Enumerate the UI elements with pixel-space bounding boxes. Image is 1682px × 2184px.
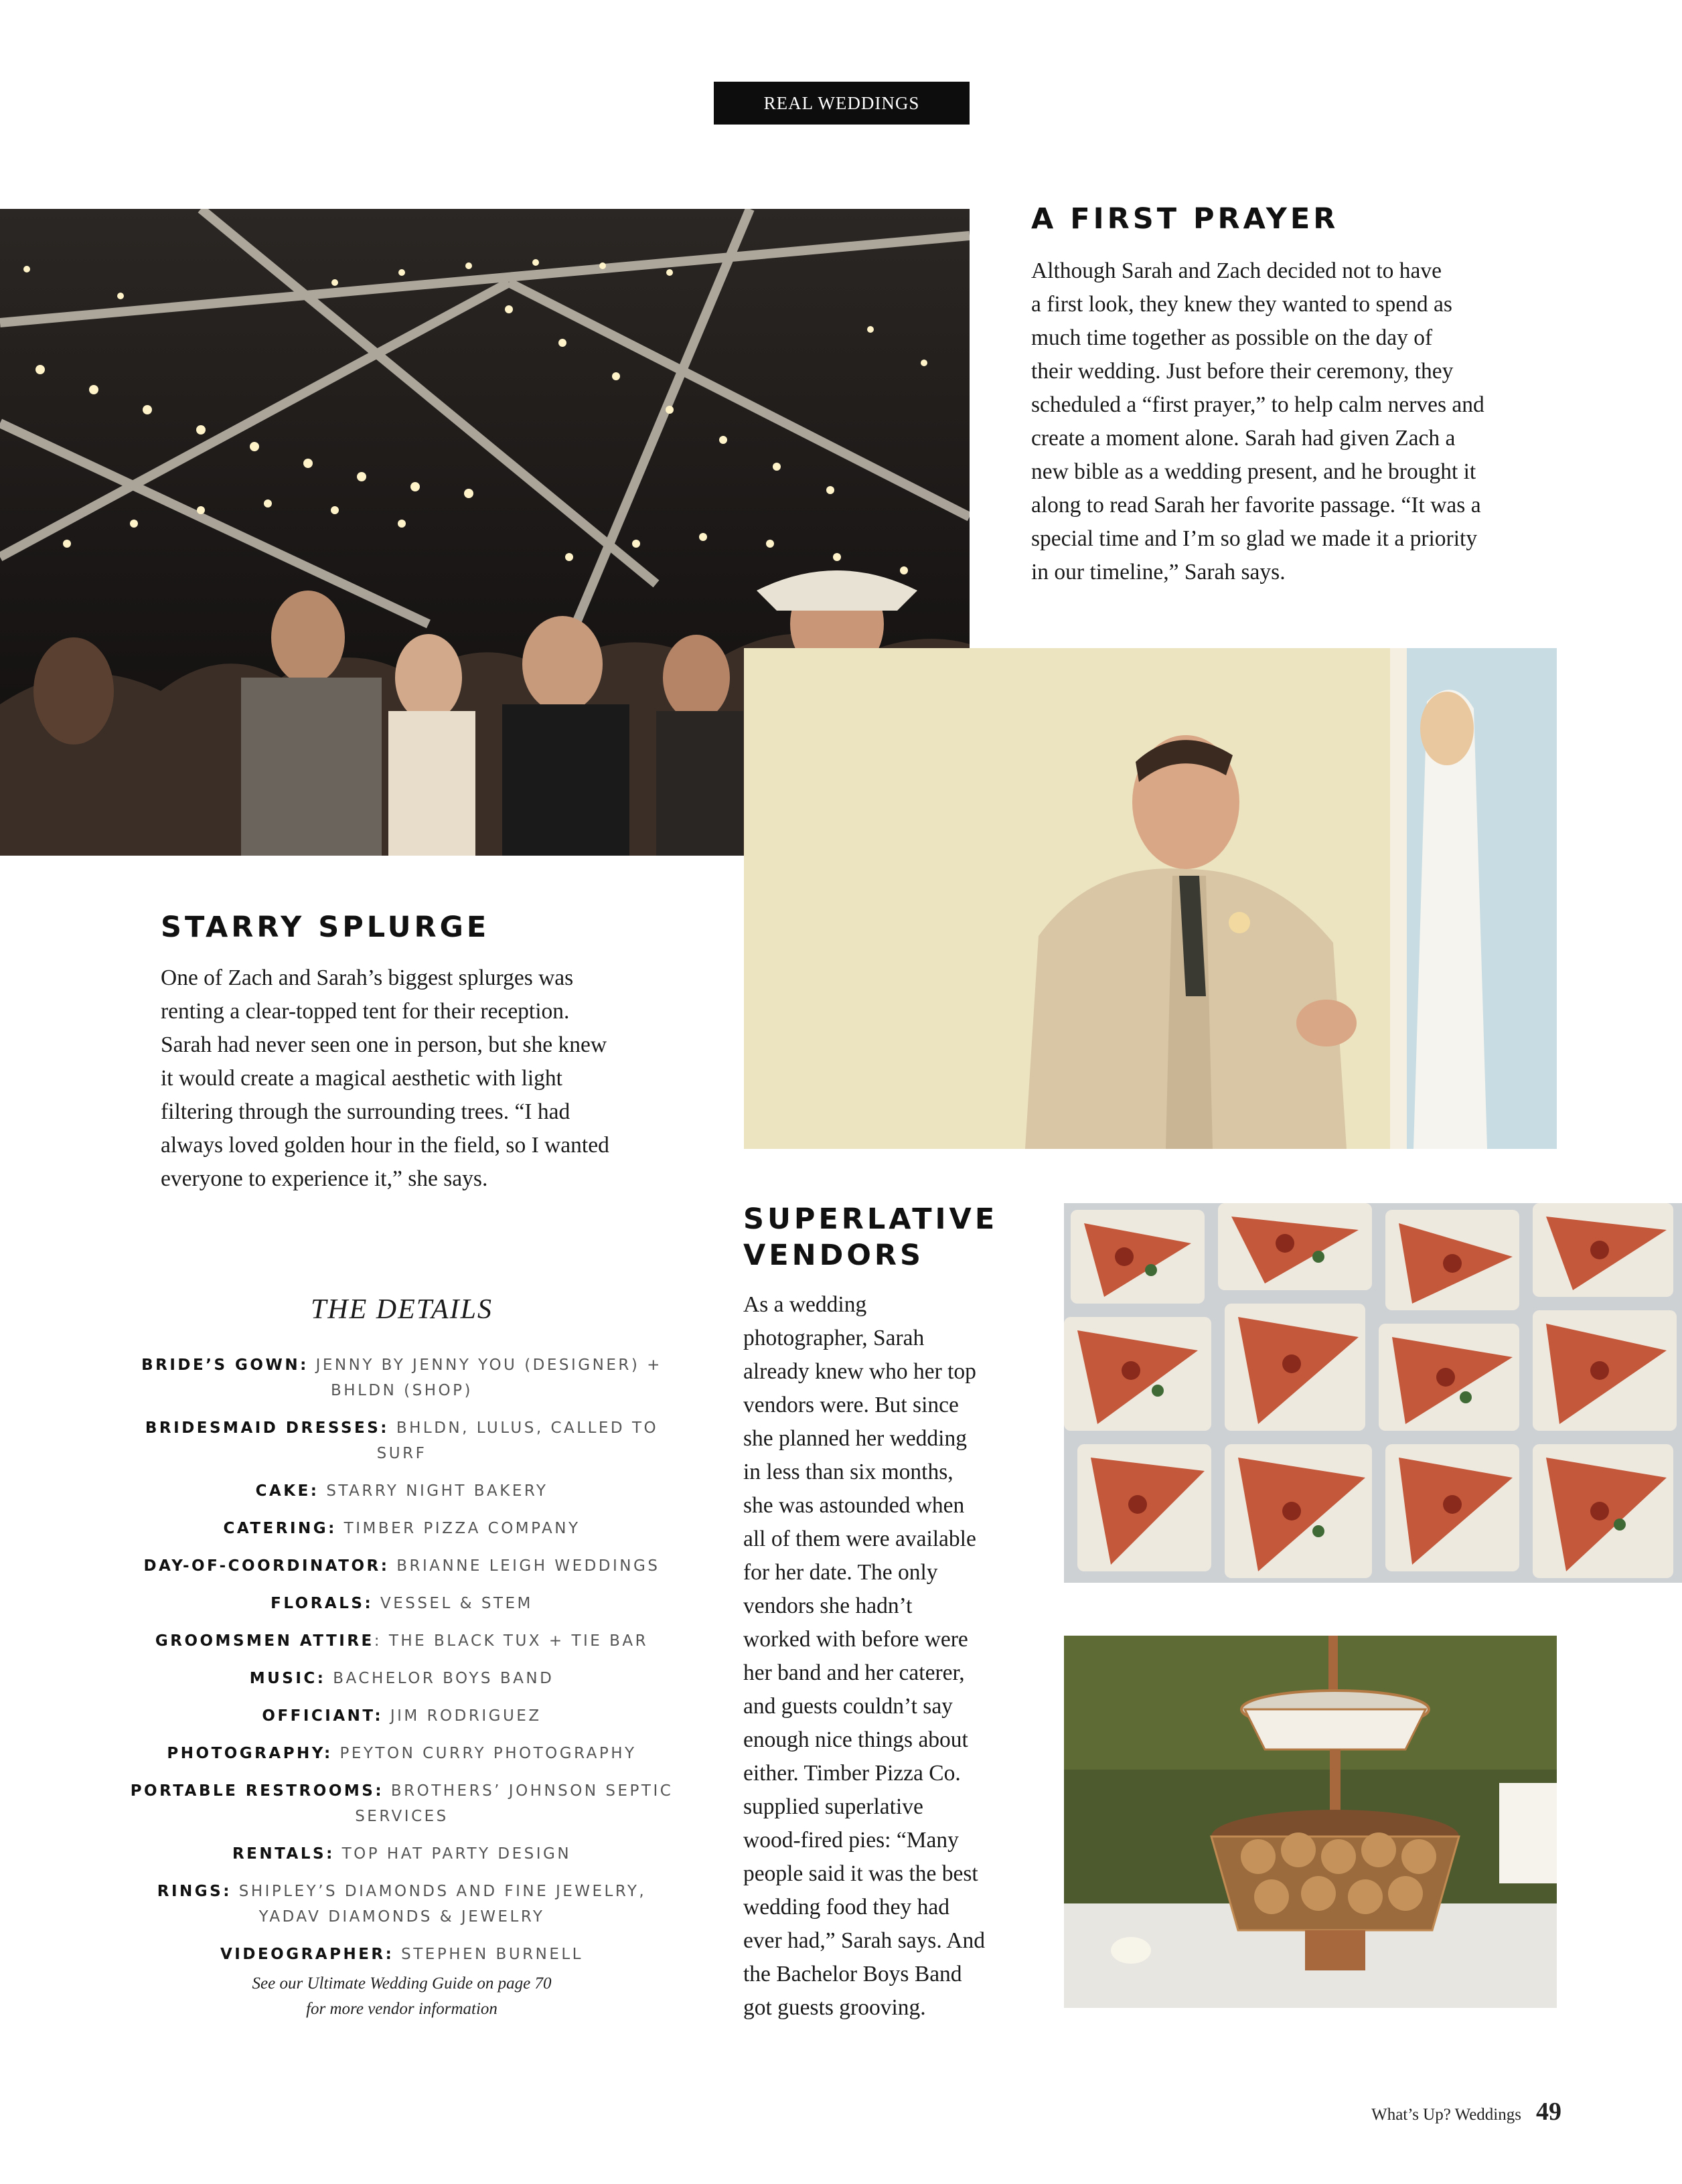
details-item bbox=[127, 1778, 676, 1829]
details-item bbox=[127, 1942, 676, 1967]
body-line: scheduled a “first prayer,” to help calm nerves and bbox=[1031, 392, 1484, 417]
starry-splurge-heading: STARRY SPLURGE bbox=[161, 911, 490, 944]
body-line: already knew who her top bbox=[743, 1359, 976, 1384]
body-line: either. Timber Pizza Co. bbox=[743, 1761, 961, 1786]
details-key: CATERING: bbox=[223, 1520, 337, 1537]
details-value: PEYTON CURRY PHOTOGRAPHY bbox=[339, 1745, 637, 1762]
body-line: all of them were available bbox=[743, 1527, 976, 1551]
heading-line: SUPERLATIVE bbox=[743, 1202, 998, 1236]
body-line: along to read Sarah her favorite passage. “It was a bbox=[1031, 493, 1481, 518]
heading-line: VENDORS bbox=[743, 1239, 924, 1272]
body-line: everyone to experience it,” she says. bbox=[161, 1166, 488, 1191]
details-item bbox=[127, 1516, 676, 1541]
body-line: in our timeline,” Sarah says. bbox=[1031, 560, 1286, 584]
details-item bbox=[127, 1628, 676, 1654]
publication-name: What’s Up? Weddings bbox=[1371, 2106, 1521, 2124]
details-item bbox=[127, 1879, 676, 1930]
note-line: for more vendor information bbox=[306, 2000, 498, 2018]
details-key: RENTALS: bbox=[232, 1845, 335, 1863]
details-value: BACHELOR BOYS BAND bbox=[333, 1670, 554, 1687]
body-line: much time together as possible on the day of bbox=[1031, 325, 1433, 350]
body-line: it would create a magical aesthetic with light bbox=[161, 1066, 562, 1091]
details-value: TOP HAT PARTY DESIGN bbox=[341, 1845, 572, 1863]
details-key: MUSIC: bbox=[249, 1670, 326, 1687]
body-line: special time and I’m so glad we made it a priority bbox=[1031, 526, 1478, 551]
details-list bbox=[127, 1352, 676, 1979]
details-key: PHOTOGRAPHY: bbox=[167, 1745, 333, 1762]
details-value: SHIPLEY’S DIAMONDS AND FINE JEWELRY, YADAV DIAMONDS & JEWELRY bbox=[238, 1883, 647, 1926]
details-key: CAKE: bbox=[255, 1482, 319, 1500]
body-line: the Bachelor Boys Band bbox=[743, 1962, 962, 1986]
details-value: TIMBER PIZZA COMPANY bbox=[343, 1520, 581, 1537]
details-item bbox=[127, 1666, 676, 1691]
details-item bbox=[127, 1553, 676, 1579]
details-key: PORTABLE RESTROOMS: bbox=[130, 1782, 384, 1800]
body-line: new bible as a wedding present, and he brought it bbox=[1031, 459, 1476, 484]
details-item bbox=[127, 1352, 676, 1403]
details-item bbox=[127, 1478, 676, 1504]
body-line: she planned her wedding bbox=[743, 1426, 967, 1451]
body-line: their wedding. Just before their ceremony, they bbox=[1031, 359, 1454, 384]
body-line: her band and her caterer, bbox=[743, 1660, 965, 1685]
details-value: VESSEL & STEM bbox=[380, 1595, 533, 1612]
superlative-vendors-body bbox=[743, 1288, 1058, 2025]
body-line: As a wedding bbox=[743, 1292, 867, 1317]
details-item bbox=[127, 1415, 676, 1466]
body-line: enough nice things about bbox=[743, 1727, 968, 1752]
body-line: filtering through the surrounding trees. “I had bbox=[161, 1099, 570, 1124]
first-prayer-section bbox=[1031, 201, 1607, 589]
details-title: THE DETAILS bbox=[310, 1294, 493, 1325]
details-value: STEPHEN BURNELL bbox=[401, 1946, 583, 1963]
body-line: ever had,” Sarah says. And bbox=[743, 1928, 985, 1953]
photo-cookie-stand bbox=[1064, 1636, 1557, 2008]
body-line: a first look, they knew they wanted to spend as bbox=[1031, 292, 1452, 317]
details-key: RINGS: bbox=[157, 1883, 232, 1900]
superlative-vendors-heading bbox=[743, 1201, 1058, 1273]
body-line: renting a clear-topped tent for their reception. bbox=[161, 999, 570, 1024]
first-prayer-heading: A FIRST PRAYER bbox=[1031, 202, 1339, 236]
details-key: VIDEOGRAPHER: bbox=[220, 1946, 394, 1963]
body-line: and guests couldn’t say bbox=[743, 1694, 953, 1719]
details-item bbox=[127, 1591, 676, 1616]
body-line: supplied superlative bbox=[743, 1794, 923, 1819]
body-line: photographer, Sarah bbox=[743, 1326, 925, 1350]
superlative-vendors-section bbox=[743, 1201, 1058, 2025]
details-item bbox=[127, 1703, 676, 1729]
photo-pizza-spread bbox=[1064, 1203, 1682, 1583]
details-key: GROOMSMEN ATTIRE bbox=[155, 1632, 374, 1650]
body-line: in less than six months, bbox=[743, 1460, 953, 1484]
starry-splurge-body bbox=[161, 961, 737, 1196]
body-line: people said it was the best bbox=[743, 1861, 978, 1886]
details-value: STARRY NIGHT BAKERY bbox=[326, 1482, 548, 1500]
starry-splurge-section bbox=[161, 909, 737, 1196]
vendor-guide-note bbox=[194, 1971, 609, 2022]
body-line: got guests grooving. bbox=[743, 1995, 926, 2020]
body-line: wood-fired pies: “Many bbox=[743, 1828, 959, 1853]
first-prayer-body bbox=[1031, 254, 1607, 589]
details-key: OFFICIANT: bbox=[262, 1707, 384, 1725]
details-item bbox=[127, 1841, 676, 1867]
details-value: BHLDN, LULUS, CALLED TO SURF bbox=[376, 1419, 659, 1462]
details-key: BRIDE’S GOWN: bbox=[141, 1356, 309, 1374]
details-key: BRIDESMAID DRESSES: bbox=[145, 1419, 389, 1437]
body-line: Sarah had never seen one in person, but she knew bbox=[161, 1032, 607, 1057]
details-value: BRIANNE LEIGH WEDDINGS bbox=[396, 1557, 660, 1575]
body-line: wedding food they had bbox=[743, 1895, 949, 1920]
body-line: vendors were. But since bbox=[743, 1393, 959, 1417]
body-line: create a moment alone. Sarah had given Zach a bbox=[1031, 426, 1456, 451]
body-line: vendors she hadn’t bbox=[743, 1593, 913, 1618]
note-line: See our Ultimate Wedding Guide on page 70 bbox=[252, 1974, 552, 1993]
details-key: FLORALS: bbox=[271, 1595, 374, 1612]
body-line: worked with before were bbox=[743, 1627, 968, 1652]
body-line: Although Sarah and Zach decided not to have bbox=[1031, 258, 1442, 283]
section-tag: REAL WEDDINGS bbox=[714, 82, 970, 125]
details-value: : THE BLACK TUX + TIE BAR bbox=[374, 1632, 649, 1650]
photo-groom-first-prayer bbox=[744, 648, 1557, 1149]
page-number: 49 bbox=[1536, 2098, 1561, 2126]
details-key: DAY-OF-COORDINATOR: bbox=[143, 1557, 390, 1575]
page-footer bbox=[1371, 2097, 1561, 2126]
details-value: JENNY BY JENNY YOU (DESIGNER) + BHLDN (SHOP) bbox=[315, 1356, 662, 1399]
body-line: for her date. The only bbox=[743, 1560, 938, 1585]
details-value: JIM RODRIGUEZ bbox=[390, 1707, 542, 1725]
body-line: always loved golden hour in the field, so I wanted bbox=[161, 1133, 609, 1158]
body-line: One of Zach and Sarah’s biggest splurges was bbox=[161, 965, 574, 990]
body-line: she was astounded when bbox=[743, 1493, 965, 1518]
details-value: BROTHERS’ JOHNSON SEPTIC SERVICES bbox=[355, 1782, 674, 1825]
details-item bbox=[127, 1741, 676, 1766]
